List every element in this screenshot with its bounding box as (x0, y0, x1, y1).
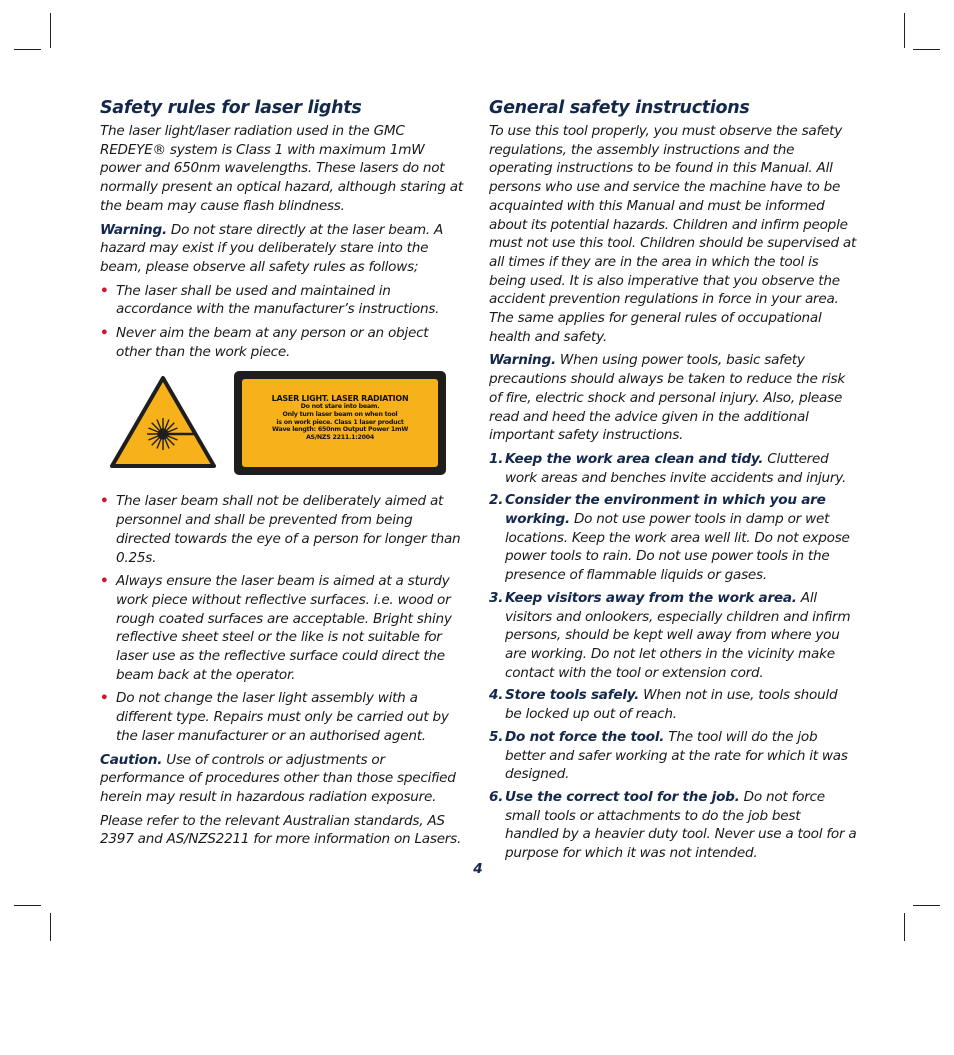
bullet-icon: • (100, 493, 109, 510)
list-item (489, 788, 857, 863)
item-title: Do not force the tool. (505, 728, 665, 745)
caution-paragraph (100, 751, 466, 807)
bullet-text: Always ensure the laser beam is aimed at a sturdy work piece without reflective surfaces. i.e. wood or rough coated surfaces are acceptable. Bright shiny reflective sheet steel or the like is not suitable for laser use as the reflective surface could direct the beam back at the operator. (116, 573, 452, 683)
bullet-text: Never aim the beam at any person or an object other than the work piece. (116, 325, 429, 360)
item-text: Cluttered work areas and benches invite accidents and injury. (505, 450, 847, 486)
item-title: Use the correct tool for the job. (505, 788, 740, 805)
bullet-icon: • (100, 573, 109, 590)
item-number: 1. (489, 450, 504, 467)
label-title: LASER LIGHT. LASER RADIATION (271, 394, 409, 404)
laser-radiation-warning-triangle-icon (110, 376, 216, 468)
warning-lead: Warning. (489, 352, 556, 369)
item-title: Consider the environment in which you are working. (505, 492, 826, 528)
laser-warning-label (234, 371, 446, 475)
item-title: Store tools safely. (505, 687, 640, 704)
label-line: Only turn laser beam on when tool (282, 411, 398, 419)
crop-mark-top-right-v (904, 13, 905, 48)
bullet-icon: • (100, 282, 109, 299)
crop-mark-top-left-h (14, 49, 41, 50)
list-item (100, 689, 466, 745)
list-item (489, 589, 857, 683)
list-item (100, 282, 466, 319)
laser-warning-label-panel (242, 379, 438, 467)
bullet-text: The laser shall be used and maintained in accordance with the manufacturer’s instructions. (116, 282, 440, 318)
caution-text: Use of controls or adjustments or performance of procedures other than those specified herein may result in hazardous radiation exposure. (100, 751, 456, 805)
list-item (100, 572, 466, 684)
bullet-text: Do not change the laser light assembly with a different type. Repairs must only be carried out by the laser manufacturer or an authorised agent. (116, 690, 449, 744)
list-item (100, 324, 466, 361)
right-column (489, 97, 857, 867)
item-number: 2. (489, 492, 504, 509)
label-line: Wave length: 650nm Output Power 1mW (271, 426, 409, 434)
page-number: 4 (473, 861, 483, 877)
list-item (489, 686, 857, 723)
crop-mark-top-right-h (913, 49, 940, 50)
item-text: Do not use power tools in damp or wet locations. Keep the work area well lit. Do not expose power tools to rain. Do not use power tools in the presence of flammable liquids or gases. (505, 511, 850, 584)
warning-lead: Warning. (100, 221, 167, 238)
safety-instructions-list (489, 450, 857, 863)
bullet-icon: • (100, 690, 109, 707)
crop-mark-bottom-right-v (904, 913, 905, 941)
laser-bullets-first (100, 282, 466, 362)
general-safety-heading: General safety instructions (489, 98, 750, 118)
item-text: When not in use, tools should be locked up out of reach. (505, 687, 838, 723)
warning-text: When using power tools, basic safety precautions should always be taken to reduce the risk of fire, electric shock and personal injury. Also, please read and heed the advice given in the additional important safety instructions. (489, 352, 845, 444)
list-item (489, 728, 857, 784)
label-line: is on work piece. Class 1 laser product (276, 418, 404, 426)
general-intro-paragraph: To use this tool properly, you must observe the safety regulations, the assembly instructions and the operating instructions to be found in this Manual. All persons who use and service the machine have to be acquainted with this Manual and must be informed about its potential hazards. Children and infirm people must not use this tool. Children should be supervised at all times if they are in the area in which the tool is being used. It is also imperative that you observe the accident prevention regulations in force in your area. The same applies for general rules of occupational health and safety. (489, 123, 857, 345)
list-item (100, 492, 466, 567)
laser-intro-paragraph: The laser light/laser radiation used in the GMC REDEYE® system is Class 1 with maximum 1mW power and 650nm wavelengths. These lasers do not normally present an optical hazard, although staring at the beam may cause flash blindness. (100, 123, 463, 214)
item-title: Keep the work area clean and tidy. (505, 450, 764, 467)
item-text: All visitors and onlookers, especially children and infirm persons, should be kept well away from where you are working. Do not let others in the vicinity make contact with the tool or extension cord. (505, 589, 851, 681)
warning-text: Do not stare directly at the laser beam. A hazard may exist if you deliberately stare into the beam, please observe all safety rules as follows; (100, 221, 444, 275)
item-text: Do not force small tools or attachments to do the job best handled by a heavier duty tool. Never use a tool for a purpose for which it was not intended. (505, 788, 857, 862)
laser-safety-heading: Safety rules for laser lights (100, 98, 362, 118)
label-line: AS/NZS 2211.1:2004 (305, 433, 375, 441)
crop-mark-bottom-left-v (50, 913, 51, 941)
bullet-icon: • (100, 325, 109, 342)
caution-lead: Caution. (100, 751, 163, 768)
refer-paragraph: Please refer to the relevant Australian standards, AS 2397 and AS/NZS2211 for more information on Lasers. (100, 812, 462, 848)
laser-signs-figure (100, 371, 466, 481)
laser-bullets-second (100, 492, 466, 745)
item-number: 3. (489, 589, 504, 606)
list-item (489, 491, 857, 585)
item-number: 4. (489, 687, 504, 704)
item-number: 5. (489, 728, 504, 745)
label-line: Do not stare into beam. (300, 403, 380, 411)
item-text: The tool will do the job better and safer working at the rate for which it was designed. (505, 728, 848, 783)
bullet-text: The laser beam shall not be deliberately aimed at personnel and shall be prevented from being directed towards the eye of a person for longer than 0.25s. (116, 493, 461, 566)
crop-mark-bottom-right-h (913, 905, 940, 906)
list-item (489, 450, 857, 487)
left-column (100, 97, 466, 854)
crop-mark-top-left-v (50, 13, 51, 48)
general-warning-paragraph (489, 351, 857, 445)
item-number: 6. (489, 788, 504, 805)
crop-mark-bottom-left-h (14, 905, 41, 906)
item-title: Keep visitors away from the work area. (505, 589, 797, 606)
laser-warning-paragraph (100, 221, 466, 277)
